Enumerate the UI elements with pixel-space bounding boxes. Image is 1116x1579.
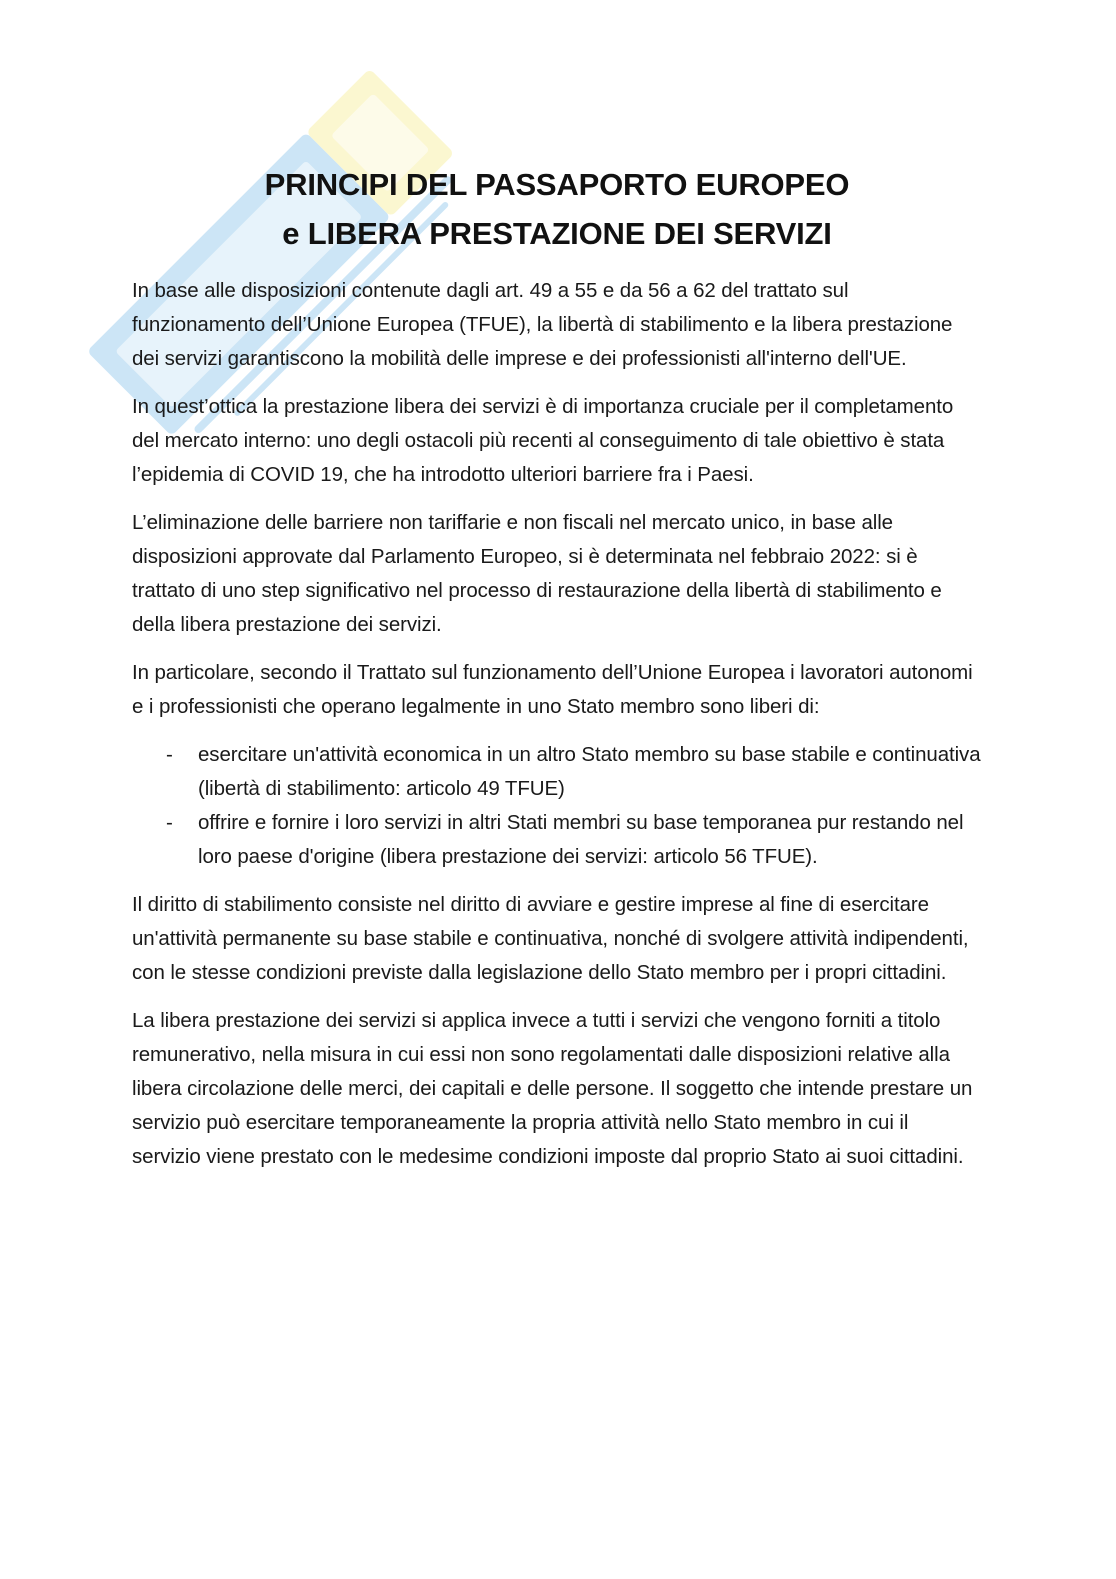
paragraph: Il diritto di stabilimento consiste nel diritto di avviare e gestire imprese al fine di esercitare un'attività permanente su base stabile e continuativa, nonché di svolgere attività indipendenti, con le stesse condizioni previste dalla legislazione dello Stato membro per i propri cittadini.: [132, 893, 969, 984]
paragraph: In quest’ottica la prestazione libera dei servizi è di importanza cruciale per il completamento del mercato interno: uno degli ostacoli più recenti al conseguimento di tale obiettivo è stata l’epidemia di COVID 19, che ha introdotto ulteriori barriere fra i Paesi.: [132, 395, 954, 486]
list-item-text: esercitare un'attività economica in un altro Stato membro su base stabile e continuativa (libertà di stabilimento: articolo 49 TFUE): [198, 743, 981, 800]
list-item: [132, 738, 982, 806]
paragraph: In particolare, secondo il Trattato sul funzionamento dell’Unione Europea i lavoratori autonomi e i professionisti che operano legalmente in uno Stato membro sono liberi di:: [132, 661, 973, 718]
title-line-2: e LIBERA PRESTAZIONE DEI SERVIZI: [282, 216, 832, 251]
document-title: [132, 160, 982, 258]
list-dash: -: [166, 811, 173, 834]
list-item: [132, 806, 982, 874]
freedoms-list: [132, 738, 982, 874]
paragraph: In base alle disposizioni contenute dagli art. 49 a 55 e da 56 a 62 del trattato sul funzionamento dell’Unione Europea (TFUE), la libertà di stabilimento e la libera prestazione dei servizi garantiscono la mobilità delle imprese e dei professionisti all'interno dell'UE.: [132, 279, 953, 370]
list-item-text: offrire e fornire i loro servizi in altri Stati membri su base temporanea pur restando nel loro paese d'origine (libera prestazione dei servizi: articolo 56 TFUE).: [198, 811, 964, 868]
title-line-1: PRINCIPI DEL PASSAPORTO EUROPEO: [264, 167, 850, 202]
list-dash: -: [166, 743, 173, 766]
paragraph: La libera prestazione dei servizi si applica invece a tutti i servizi che vengono forniti a titolo remunerativo, nella misura in cui essi non sono regolamentati dalle disposizioni relative alla libera circolazione delle merci, dei capitali e delle persone. Il soggetto che intende prestare un servizio può esercitare temporaneamente la propria attività nello Stato membro in cui il servizio viene prestato con le medesime condizioni imposte dal proprio Stato ai suoi cittadini.: [132, 1009, 973, 1168]
paragraph: L’eliminazione delle barriere non tariffarie e non fiscali nel mercato unico, in base alle disposizioni approvate dal Parlamento Europeo, si è determinata nel febbraio 2022: si è trattato di uno step significativo nel processo di restaurazione della libertà di stabilimento e della libera prestazione dei servizi.: [132, 511, 942, 636]
document-page: [132, 160, 982, 1188]
